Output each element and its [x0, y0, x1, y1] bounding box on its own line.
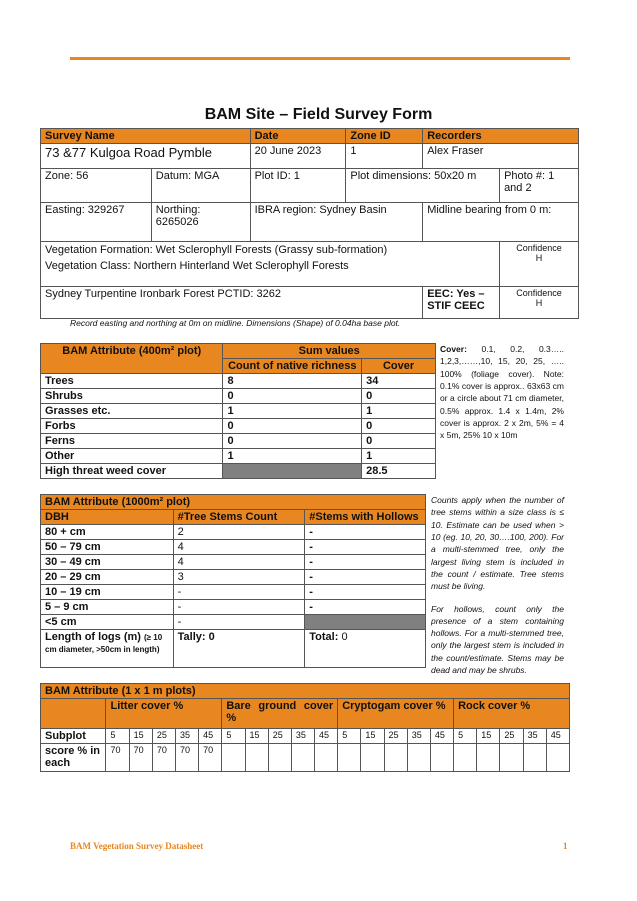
confidence-value: H [535, 298, 543, 308]
score-cell [268, 744, 291, 772]
score-cell [291, 744, 314, 772]
attr-400-header: BAM Attribute (400m² plot) [41, 344, 223, 374]
stems-value: - [173, 600, 305, 615]
tally-value: Tally: 0 [173, 630, 305, 668]
subplot-label: Subplot [41, 729, 106, 744]
table-row [41, 434, 436, 449]
score-cell [523, 744, 546, 772]
score-cell [477, 744, 500, 772]
score-cell [384, 744, 407, 772]
subplot-number: 25 [152, 729, 175, 744]
logs-cell [41, 630, 174, 668]
hollows-value: - [305, 555, 426, 570]
table-row [41, 404, 436, 419]
counts-note-1: Counts apply when the number of tree stems within a size class is ≤ 10. Estimate can be used when > 10 (eg. 10, 20, 30….100, 200). For a multi-stemmed tree, only the largest living stem is included in the count / estimate. Tree stems must be living. [431, 495, 564, 592]
score-label: score % in each [41, 744, 106, 772]
plot-dimensions-value: Plot dimensions: 50x20 m [346, 169, 500, 203]
stems-header: #Tree Stems Count [173, 510, 305, 525]
count-value: 0 [223, 419, 362, 434]
hollows-value: - [305, 540, 426, 555]
total-label: Total: [309, 631, 339, 643]
hollows-value: - [305, 525, 426, 540]
dbh-value: 5 – 9 cm [41, 600, 174, 615]
cover-value: 1 [362, 449, 436, 464]
subplot-number: 45 [430, 729, 453, 744]
table-row [41, 600, 426, 615]
score-cell [454, 744, 477, 772]
stems-value: - [173, 615, 305, 630]
rock-header: Rock cover % [454, 699, 570, 729]
survey-name-value: 73 &77 Kulgoa Road Pymble [41, 144, 251, 169]
cover-note-label: Cover: [440, 344, 467, 354]
table-row [41, 374, 436, 389]
stems-value: - [173, 585, 305, 600]
stems-value: 4 [173, 540, 305, 555]
score-cell [222, 744, 245, 772]
score-cell [315, 744, 338, 772]
recorder-value: Alex Fraser [423, 144, 579, 169]
vegetation-cell [41, 242, 500, 287]
counts-note [431, 494, 564, 676]
header-rule [70, 57, 570, 60]
datum-value: Datum: MGA [151, 169, 250, 203]
cover-value: 0 [362, 419, 436, 434]
cover-value: 34 [362, 374, 436, 389]
confidence-cell-1 [500, 242, 579, 287]
stems-value: 2 [173, 525, 305, 540]
row-label: Shrubs [41, 389, 223, 404]
dbh-value: 80 + cm [41, 525, 174, 540]
hollows-value: - [305, 570, 426, 585]
table-row [41, 449, 436, 464]
eec-value: EEC: Yes – STIF CEEC [423, 287, 500, 319]
confidence-cell-2 [500, 287, 579, 319]
count-value: 1 [223, 449, 362, 464]
subplot-number: 15 [477, 729, 500, 744]
subplot-number: 5 [106, 729, 129, 744]
subplot-number: 45 [199, 729, 222, 744]
score-cell [338, 744, 361, 772]
row-label: Forbs [41, 419, 223, 434]
survey-info-table [40, 128, 579, 319]
zone-value: Zone: 56 [41, 169, 152, 203]
cover-note-text: 0.1, 0.2, 0.3….. 1,2,3,……,10, 15, 20, 25, ….. 100% (foliage cover). Note: 0.1% cover is approx.. 63x63 cm or a circle about 71 cm diameter, 0.5% approx. 1.4 x 1.4m, 2% cover is approx. 2 x 2m, 5% = 4 x 5m, 25% 10 x 10m [440, 344, 564, 441]
zone-id-header: Zone ID [346, 129, 423, 144]
table-row [41, 389, 436, 404]
survey-name-header: Survey Name [41, 129, 251, 144]
table-row [41, 585, 426, 600]
subplot-number: 45 [315, 729, 338, 744]
attr-1x1-table [40, 683, 570, 772]
table-row [41, 419, 436, 434]
subplot-number: 25 [384, 729, 407, 744]
easting-value: Easting: 329267 [41, 203, 152, 242]
row-label: Ferns [41, 434, 223, 449]
total-cell [305, 630, 426, 668]
cover-value: 1 [362, 404, 436, 419]
dbh-value: 50 – 79 cm [41, 540, 174, 555]
litter-header: Litter cover % [106, 699, 222, 729]
score-cell: 70 [106, 744, 129, 772]
hollows-value: - [305, 585, 426, 600]
score-cell [407, 744, 430, 772]
table-row [41, 555, 426, 570]
veg-class: Vegetation Class: Northern Hinterland Wet Sclerophyll Forests [45, 259, 349, 272]
stems-value: 4 [173, 555, 305, 570]
subplot-number: 35 [407, 729, 430, 744]
subplot-number: 45 [546, 729, 569, 744]
page-number: 1 [563, 841, 568, 851]
subplot-number: 15 [245, 729, 268, 744]
table-row [41, 570, 426, 585]
logs-label: Length of logs (m) [45, 631, 141, 643]
cryptogam-header: Cryptogam cover % [338, 699, 454, 729]
pct-value: Sydney Turpentine Ironbark Forest PCTID: 3262 [41, 287, 423, 319]
northing-value: Northing: 6265026 [151, 203, 250, 242]
veg-formation: Vegetation Formation: Wet Sclerophyll Forests (Grassy sub-formation) [45, 244, 388, 256]
confidence-value: H [535, 253, 543, 263]
subplot-number: 5 [454, 729, 477, 744]
date-header: Date [250, 129, 346, 144]
dbh-value: 10 – 19 cm [41, 585, 174, 600]
subplot-number: 15 [129, 729, 152, 744]
footer-title: BAM Vegetation Survey Datasheet [70, 841, 204, 851]
attr-1000-header: BAM Attribute (1000m² plot) [41, 495, 426, 510]
count-value [223, 464, 362, 479]
zone-id-value: 1 [346, 144, 423, 169]
cover-value: 0 [362, 389, 436, 404]
row-label: High threat weed cover [41, 464, 223, 479]
logs-sub: (≥ 10 cm diameter, >50cm in length) [45, 633, 163, 654]
confidence-label: Confidence [516, 243, 562, 253]
hollows-value [305, 615, 426, 630]
cover-header: Cover [362, 359, 436, 374]
subplot-number: 25 [500, 729, 523, 744]
record-note: Record easting and northing at 0m on midline. Dimensions (Shape) of 0.04ha base plot. [70, 318, 401, 328]
attr-1000-table [40, 494, 426, 668]
table-row [41, 540, 426, 555]
score-cell: 70 [129, 744, 152, 772]
count-value: 0 [223, 434, 362, 449]
score-cell [361, 744, 384, 772]
row-label: Trees [41, 374, 223, 389]
midline-value: Midline bearing from 0 m: [423, 203, 579, 242]
counts-note-2: For hollows, count only the presence of a stem containing hollows. For a multi-stemmed tree, only the largest stem is included in the count/estimate. Stems may be dead and may be shrubs. [431, 603, 564, 676]
subplot-number: 35 [291, 729, 314, 744]
count-richness-header: Count of native richness [223, 359, 362, 374]
table-row [41, 525, 426, 540]
date-value: 20 June 2023 [250, 144, 346, 169]
confidence-label: Confidence [516, 288, 562, 298]
hollows-header: #Stems with Hollows [305, 510, 426, 525]
subplot-number: 5 [338, 729, 361, 744]
total-value: 0 [338, 631, 348, 643]
table-row [41, 615, 426, 630]
recorders-header: Recorders [423, 129, 579, 144]
attr-400-table [40, 343, 436, 479]
score-cell: 70 [176, 744, 199, 772]
row-label: Other [41, 449, 223, 464]
score-cell: 70 [199, 744, 222, 772]
blank-header [41, 699, 106, 729]
ibra-value: IBRA region: Sydney Basin [250, 203, 423, 242]
cover-note [440, 343, 564, 442]
page-title: BAM Site – Field Survey Form [204, 106, 433, 123]
subplot-number: 5 [222, 729, 245, 744]
photo-value: Photo #: 1 and 2 [500, 169, 579, 203]
cover-value: 28.5 [362, 464, 436, 479]
subplot-number: 25 [268, 729, 291, 744]
table-row [41, 464, 436, 479]
count-value: 8 [223, 374, 362, 389]
bare-ground-header: Bare ground cover % [222, 699, 338, 729]
subplot-number: 35 [523, 729, 546, 744]
subplot-number: 35 [176, 729, 199, 744]
plot-id-value: Plot ID: 1 [250, 169, 346, 203]
count-value: 1 [223, 404, 362, 419]
dbh-value: 30 – 49 cm [41, 555, 174, 570]
score-cell [245, 744, 268, 772]
score-cell [546, 744, 569, 772]
sum-values-header: Sum values [223, 344, 436, 359]
count-value: 0 [223, 389, 362, 404]
score-cell: 70 [152, 744, 175, 772]
dbh-value: <5 cm [41, 615, 174, 630]
dbh-value: 20 – 29 cm [41, 570, 174, 585]
score-cell [430, 744, 453, 772]
row-label: Grasses etc. [41, 404, 223, 419]
cover-value: 0 [362, 434, 436, 449]
subplot-number: 15 [361, 729, 384, 744]
dbh-header: DBH [41, 510, 174, 525]
attr-1x1-header: BAM Attribute (1 x 1 m plots) [41, 684, 570, 699]
hollows-value: - [305, 600, 426, 615]
stems-value: 3 [173, 570, 305, 585]
score-cell [500, 744, 523, 772]
